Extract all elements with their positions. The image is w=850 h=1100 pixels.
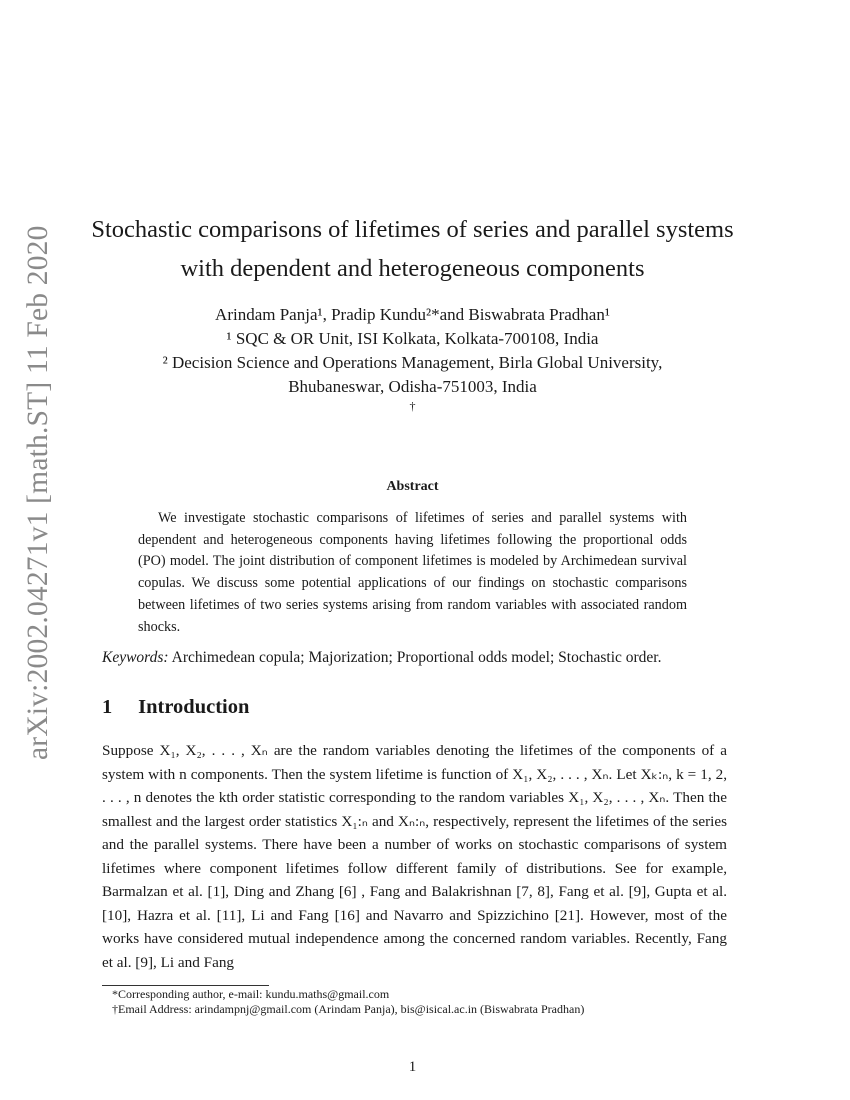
footnotes — [112, 987, 584, 1017]
author-block — [60, 303, 765, 413]
affiliation-2-cont: Bhubaneswar, Odisha-751003, India — [288, 377, 537, 396]
section-title: Introduction — [138, 696, 250, 718]
abstract-heading: Abstract — [386, 479, 439, 494]
introduction-body — [102, 739, 727, 974]
footnote-2: †Email Address: arindampnj@gmail.com (Arindam Panja), bis@isical.ac.in (Biswabrata Pradhan) — [112, 1002, 585, 1016]
abstract-body — [138, 508, 687, 638]
dagger-mark: † — [409, 399, 416, 413]
intro-paragraph: Suppose X₁, X₂, . . . , Xₙ are the random variables denoting the lifetimes of the components of a system with n components. Then the system lifetime is function of X₁, X₂, . . . , Xₙ. Let Xₖ:ₙ, k = 1, 2, . . . , n denotes the kth order statistic corresponding to the random variables X₁, X₂, . . . , Xₙ. Then the smallest and the largest order statistics X₁:ₙ and Xₙ:ₙ, respectively, represent the lifetimes of the series and the parallel systems. There have been a number of works on stochastic comparisons of system lifetimes where component lifetimes follow different family of distributions. See for example, Barmalzan et al. [1], Ding and Zhang [6] , Fang and Balakrishnan [7, 8], Fang et al. [9], Gupta et al. [10], Hazra et al. [11], Li and Fang [16] and Navarro and Spizzichino [21]. However, most of the works have considered mutual independence among the concerned random variables. Recently, Fang et al. [9], Li and Fang — [102, 742, 727, 971]
arxiv-side-stamp: arXiv:2002.04271v1 [math.ST] 11 Feb 2020 — [22, 225, 54, 760]
paper-title — [60, 210, 765, 288]
affiliation-2: ² Decision Science and Operations Management, Birla Global University, — [162, 353, 663, 372]
section-number: 1 — [102, 696, 113, 718]
keywords-text: Archimedean copula; Majorization; Proportional odds model; Stochastic order. — [171, 649, 662, 666]
title-line-2: with dependent and heterogeneous components — [180, 255, 645, 282]
title-line-1: Stochastic comparisons of lifetimes of series and parallel systems — [91, 216, 734, 243]
affiliation-1: ¹ SQC & OR Unit, ISI Kolkata, Kolkata-700108, India — [226, 329, 599, 348]
author-names: Arindam Panja¹, Pradip Kundu²*and Biswabrata Pradhan¹ — [215, 305, 610, 324]
section-heading — [102, 696, 249, 719]
page-number: 1 — [408, 1059, 417, 1075]
footnote-1: *Corresponding author, e-mail: kundu.maths@gmail.com — [112, 987, 390, 1001]
abstract-text: We investigate stochastic comparisons of lifetimes of series and parallel systems with dependent and heterogeneous components having lifetimes following the proportional odds (PO) model. The joint distribution of component lifetimes is modeled by Archimedean survival copulas. We discuss some potential applications of our findings on stochastic comparisons between lifetimes of two series systems arising from random variables with associated random shocks. — [138, 510, 687, 635]
keywords-label: Keywords: — [102, 649, 169, 666]
keywords-line — [102, 649, 727, 667]
footnote-rule — [102, 985, 269, 986]
